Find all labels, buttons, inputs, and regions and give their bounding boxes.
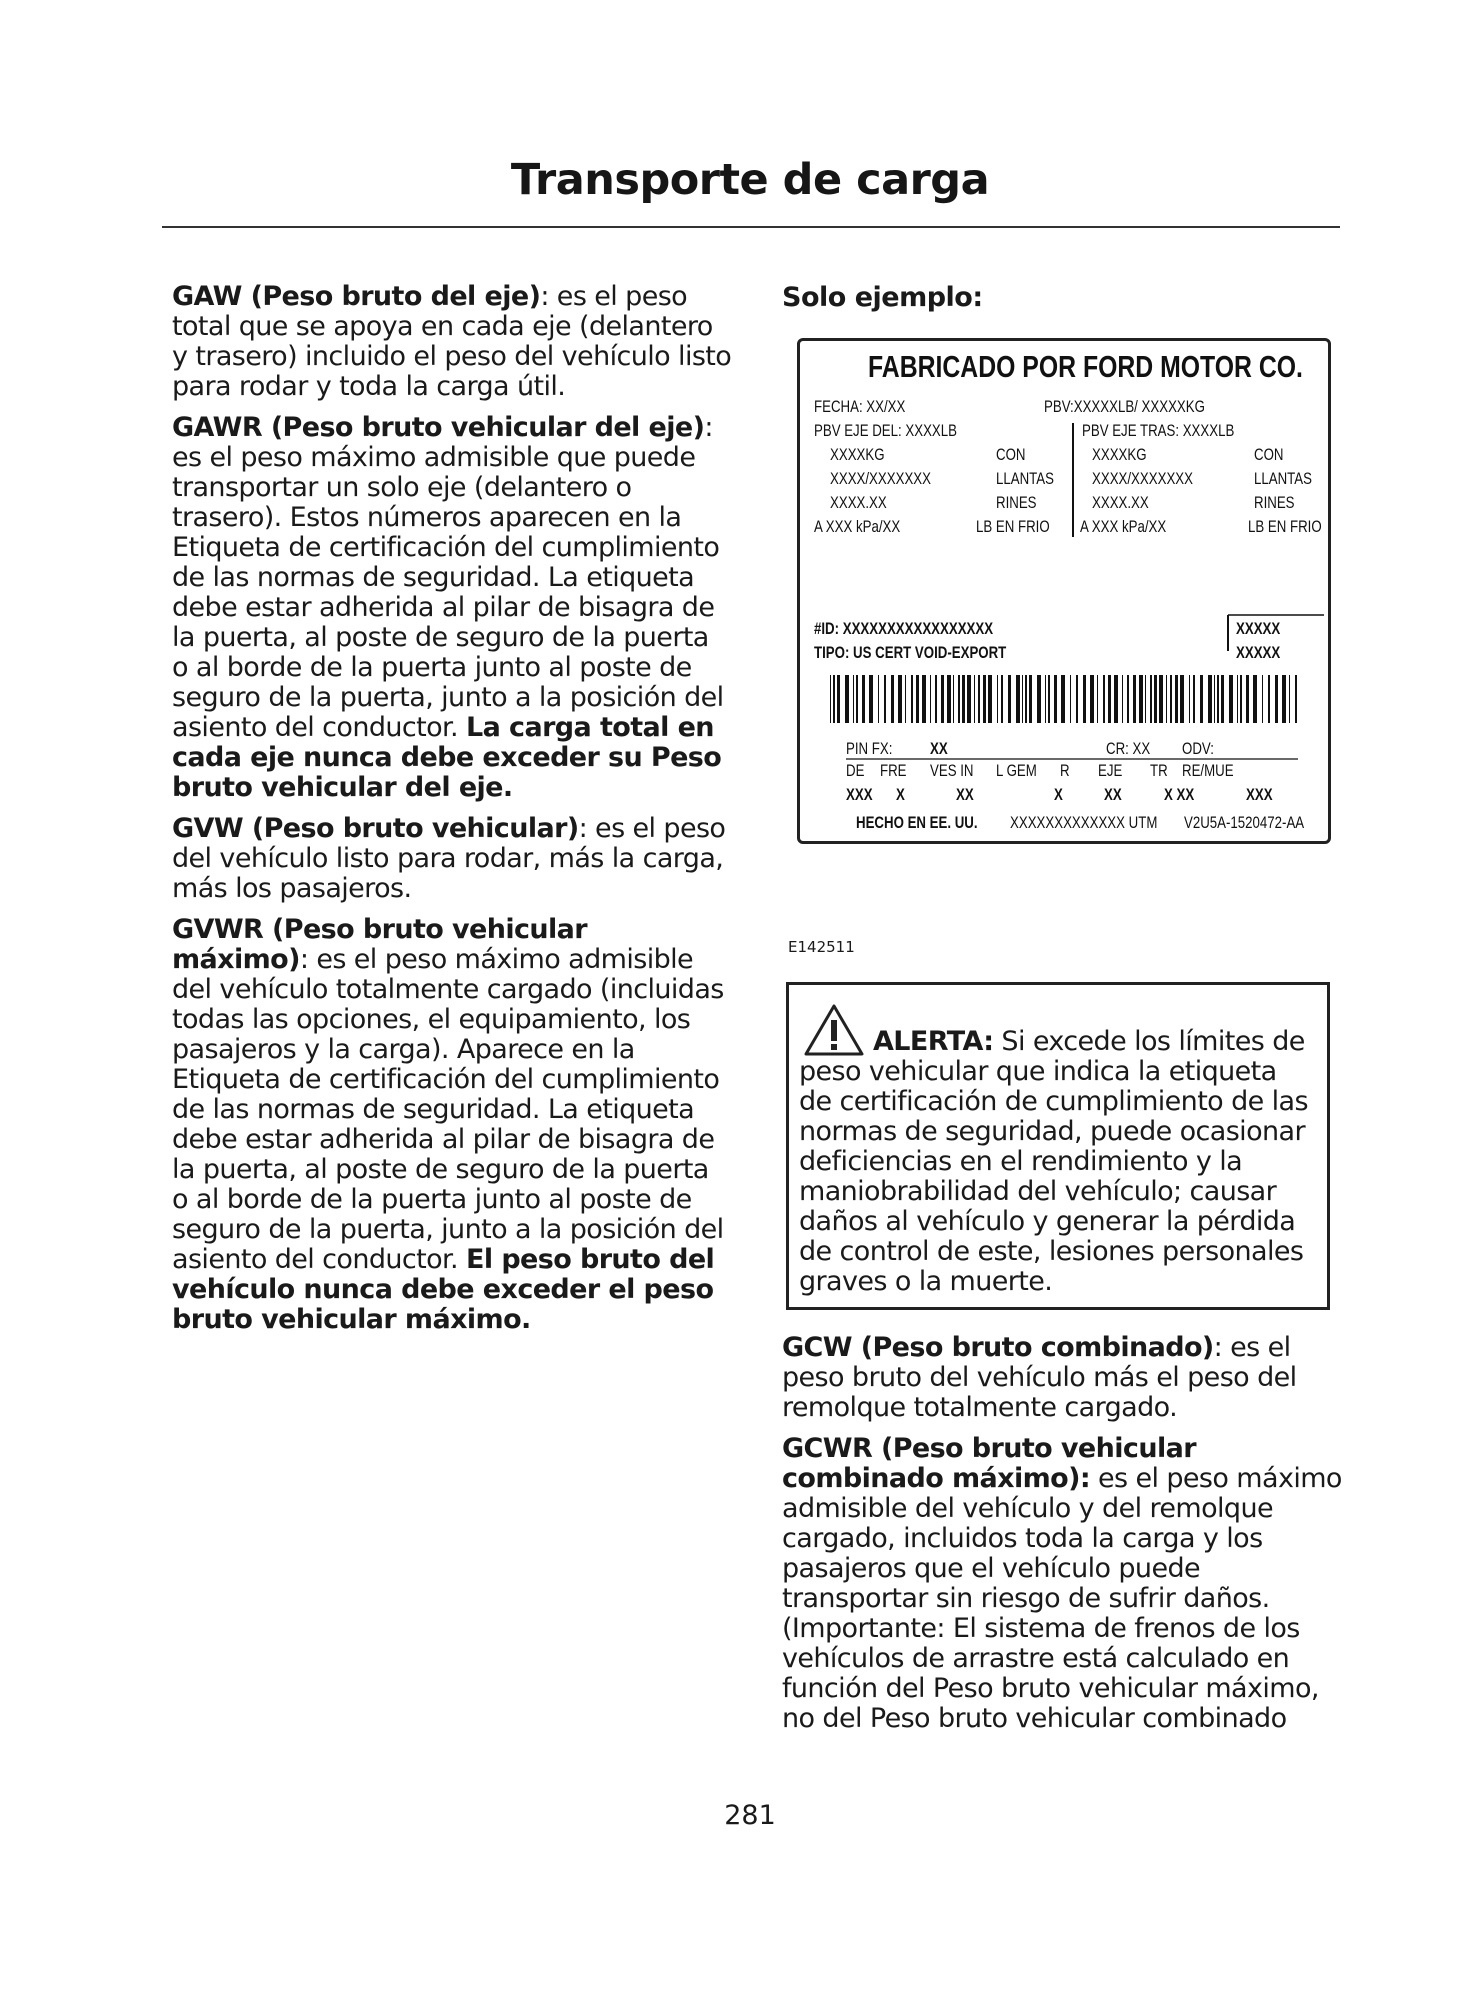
label-pin-fx: PIN FX: <box>846 739 893 758</box>
barcode-bar <box>1054 675 1057 723</box>
definition-text: es el peso máximo admisible del vehículo y del remolque cargado, incluidos toda la carga y los pasajeros que el vehículo puede transportar sin riesgo de sufrir daños. (Importante: El sistema de frenos de los vehículos de arrastre está calculado en función del Peso bruto vehicular máximo, no del Peso bruto vehicular combinado <box>782 1463 1342 1734</box>
label-made-in: HECHO EN EE. UU. <box>856 813 978 832</box>
barcode-bar <box>1108 675 1111 723</box>
barcode-bar <box>947 675 951 723</box>
barcode-bar <box>922 675 926 723</box>
barcode-bar <box>935 675 937 723</box>
label-de: DE <box>846 761 865 780</box>
barcode-bar <box>1229 675 1233 723</box>
front-axle-header: PBV EJE DEL: XXXXLB <box>814 421 957 440</box>
rear-llantas: LLANTAS <box>1254 469 1312 488</box>
label-code: X <box>896 785 905 804</box>
title-divider <box>162 226 1340 228</box>
barcode-bar <box>1221 675 1224 723</box>
barcode-bar <box>1076 675 1078 723</box>
alert-text <box>799 1027 1317 1297</box>
barcode-bar <box>853 675 854 723</box>
example-heading: Solo ejemplo: <box>782 282 983 313</box>
front-rines: RINES <box>996 493 1037 512</box>
barcode-bar <box>898 675 902 723</box>
front-rim-size: XXXX.XX <box>830 493 887 512</box>
alert-body: Si excede los límites de peso vehicular que indica la etiqueta de certificación de cumplimiento de las normas de seguridad, puede ocasionar deficiencias en el rendimiento y la maniobrabilidad del vehículo; causar daños al vehículo y generar la pérdida de control de este, lesiones personales graves o la muerte. <box>799 1026 1308 1297</box>
label-code: XX <box>1104 785 1122 804</box>
barcode-bar <box>997 675 998 723</box>
barcode-bar <box>1268 675 1270 723</box>
page-number: 281 <box>724 1800 776 1831</box>
barcode-bar <box>1246 675 1249 723</box>
barcode <box>830 675 1297 723</box>
label-part-number: V2U5A-1520472-AA <box>1184 813 1305 832</box>
barcode-bar <box>1217 675 1219 723</box>
definition-warning: La carga total en cada eje nunca debe exceder su Peso bruto vehicular del eje. <box>172 712 722 803</box>
barcode-bar <box>837 675 840 723</box>
barcode-bar <box>1070 675 1071 723</box>
definition-gvwr <box>172 915 732 1335</box>
barcode-bar <box>1008 675 1011 723</box>
term: GCW (Peso bruto combinado) <box>782 1332 1214 1363</box>
label-l-gem: L GEM <box>996 761 1037 780</box>
barcode-bar <box>1262 675 1263 723</box>
label-serial: XXXXXXXXXXXXX UTM <box>1010 813 1158 832</box>
front-tire-pressure: A XXX kPa/XX <box>814 517 901 536</box>
barcode-bar <box>1016 675 1020 723</box>
label-gvwr: PBV:XXXXXLB/ XXXXXKG <box>1044 397 1205 416</box>
barcode-bar <box>1127 675 1129 723</box>
definition-warning: El peso bruto del vehículo nunca debe exceder el peso bruto vehicular máximo. <box>172 1244 715 1335</box>
label-fre: FRE <box>880 761 907 780</box>
rear-lb-cold: LB EN FRIO <box>1248 517 1322 536</box>
barcode-bar <box>891 675 894 723</box>
term: GAWR (Peso bruto vehicular del eje) <box>172 412 705 443</box>
barcode-bar <box>974 675 975 723</box>
barcode-bar <box>1037 675 1041 723</box>
rear-axle-header: PBV EJE TRAS: XXXXLB <box>1082 421 1235 440</box>
term: GCWR (Peso bruto vehicular combinado máximo): <box>782 1433 1196 1494</box>
barcode-bar <box>1029 675 1032 723</box>
barcode-bar <box>1289 675 1290 723</box>
label-id: #ID: XXXXXXXXXXXXXXXXX <box>814 619 994 638</box>
barcode-bar <box>1122 675 1123 723</box>
barcode-bar <box>905 675 906 723</box>
barcode-bar <box>833 675 835 723</box>
definition-gcw <box>782 1333 1342 1423</box>
rear-tire-pressure: A XXX kPa/XX <box>1080 517 1167 536</box>
label-eje: EJE <box>1098 761 1123 780</box>
barcode-bar <box>916 675 919 723</box>
barcode-bar <box>1214 675 1215 723</box>
label-code: XX <box>956 785 974 804</box>
rear-con: CON <box>1254 445 1284 464</box>
label-tr: TR <box>1150 761 1168 780</box>
label-re-mue: RE/MUE <box>1182 761 1234 780</box>
definition-text: : es el peso máximo admisible del vehículo totalmente cargado (incluidas todas las opciones, el equipamiento, los pasajeros y la carga). Aparece en la Etiqueta de certificación del cumplimiento de las normas de seguridad. La etiqueta debe estar adherida al pilar de bisagra de la puerta, al poste de seguro de la puerta o al borde de la puerta junto al poste de seguro de la puerta, junto a la posición del asiento del conductor. <box>172 944 724 1275</box>
barcode-bar <box>1275 675 1278 723</box>
barcode-bar <box>1061 675 1065 723</box>
label-type: TIPO: US CERT VOID-EXPORT <box>814 643 1007 662</box>
label-code: XXX <box>1246 785 1273 804</box>
barcode-bar <box>1097 675 1098 723</box>
barcode-bar <box>983 675 986 723</box>
barcode-bar <box>911 675 913 723</box>
barcode-bar <box>1240 675 1242 723</box>
barcode-bar <box>1237 675 1238 723</box>
barcode-bar <box>884 675 886 723</box>
barcode-bar <box>1170 675 1172 723</box>
front-llantas: LLANTAS <box>996 469 1054 488</box>
barcode-bar <box>1208 675 1212 723</box>
term: GVWR (Peso bruto vehicular máximo) <box>172 914 588 975</box>
label-box-code-1: XXXXX <box>1236 619 1281 638</box>
barcode-bar <box>1103 675 1105 723</box>
alert-label: ALERTA: <box>873 1026 994 1057</box>
label-title: FABRICADO POR FORD MOTOR CO. <box>868 349 1303 384</box>
barcode-bar <box>1048 675 1050 723</box>
barcode-bar <box>1282 675 1286 723</box>
term: GAW (Peso bruto del eje) <box>172 281 541 312</box>
front-con: CON <box>996 445 1026 464</box>
barcode-bar <box>941 675 944 723</box>
label-date: FECHA: XX/XX <box>814 397 906 416</box>
barcode-bar <box>1139 675 1143 723</box>
barcode-bar <box>1083 675 1086 723</box>
label-code: X XX <box>1164 785 1195 804</box>
label-ves-in: VES IN <box>930 761 974 780</box>
front-tire-size: XXXX/XXXXXXX <box>830 469 931 488</box>
front-axle-kg: XXXXKG <box>830 445 885 464</box>
label-code: XXX <box>846 785 873 804</box>
barcode-bar <box>862 675 865 723</box>
label-cr: CR: XX <box>1106 739 1151 758</box>
barcode-bar <box>958 675 960 723</box>
barcode-bar <box>1154 675 1157 723</box>
warning-triangle-icon <box>803 1003 865 1057</box>
barcode-bar <box>988 675 992 723</box>
definition-text: : es el peso total que se apoya en cada eje (delantero y trasero) incluido el peso del vehículo listo para rodar y toda la carga útil. <box>172 281 732 402</box>
barcode-bar <box>1175 675 1178 723</box>
label-code: X <box>1054 785 1063 804</box>
certification-label-illustration <box>797 338 1331 844</box>
barcode-bar <box>1145 675 1146 723</box>
rear-tire-size: XXXX/XXXXXXX <box>1092 469 1193 488</box>
definition-gawr <box>172 413 732 803</box>
rear-axle-kg: XXXXKG <box>1092 445 1147 464</box>
definition-gvw <box>172 814 732 904</box>
barcode-bar <box>1180 675 1184 723</box>
definition-text: : es el peso máximo admisible que puede transportar un solo eje (delantero o trasero). Estos números aparecen en la Etiqueta de certificación del cumplimiento de las normas de seguridad. La etiqueta debe estar adherida al pilar de bisagra de la puerta, al poste de seguro de la puerta o al borde de la puerta junto al poste de seguro de la puerta, junto a la posición del asiento del conductor. <box>172 412 724 743</box>
definition-text: : es el peso del vehículo listo para rodar, más la carga, más los pasajeros. <box>172 813 726 904</box>
barcode-bar <box>856 675 858 723</box>
barcode-bar <box>830 675 831 723</box>
barcode-bar <box>1025 675 1027 723</box>
barcode-bar <box>1295 675 1297 723</box>
left-column <box>172 282 732 1346</box>
label-r: R <box>1060 761 1070 780</box>
barcode-bar <box>845 675 849 723</box>
barcode-bar <box>930 675 931 723</box>
barcode-bar <box>1090 675 1094 723</box>
barcode-bar <box>1193 675 1195 723</box>
barcode-bar <box>1253 675 1257 723</box>
barcode-bar <box>967 675 971 723</box>
definition-gcwr <box>782 1434 1342 1734</box>
term: GVW (Peso bruto vehicular) <box>172 813 579 844</box>
barcode-bar <box>1114 675 1118 723</box>
rear-rim-size: XXXX.XX <box>1092 493 1149 512</box>
barcode-bar <box>1022 675 1023 723</box>
figure-code: E142511 <box>788 938 855 956</box>
barcode-bar <box>962 675 965 723</box>
page-title: Transporte de carga <box>510 155 990 205</box>
barcode-bar <box>1150 675 1152 723</box>
label-odv: ODV: <box>1182 739 1214 758</box>
definition-text: : es el peso bruto del vehículo más el peso del remolque totalmente cargado. <box>782 1332 1297 1423</box>
definition-gaw <box>172 282 732 402</box>
barcode-bar <box>1200 675 1203 723</box>
barcode-bar <box>1045 675 1046 723</box>
label-box-code-2: XXXXX <box>1236 643 1281 662</box>
barcode-bar <box>1166 675 1167 723</box>
label-pin-fx-value: XX <box>930 739 948 758</box>
barcode-bar <box>1159 675 1163 723</box>
barcode-bar <box>978 675 980 723</box>
barcode-bar <box>953 675 954 723</box>
barcode-bar <box>1189 675 1190 723</box>
right-column <box>782 1333 1342 1745</box>
barcode-bar <box>878 675 879 723</box>
front-lb-cold: LB EN FRIO <box>976 517 1050 536</box>
barcode-bar <box>1133 675 1136 723</box>
alert-box <box>786 982 1330 1310</box>
barcode-bar <box>869 675 873 723</box>
barcode-bar <box>1001 675 1003 723</box>
rear-rines: RINES <box>1254 493 1295 512</box>
